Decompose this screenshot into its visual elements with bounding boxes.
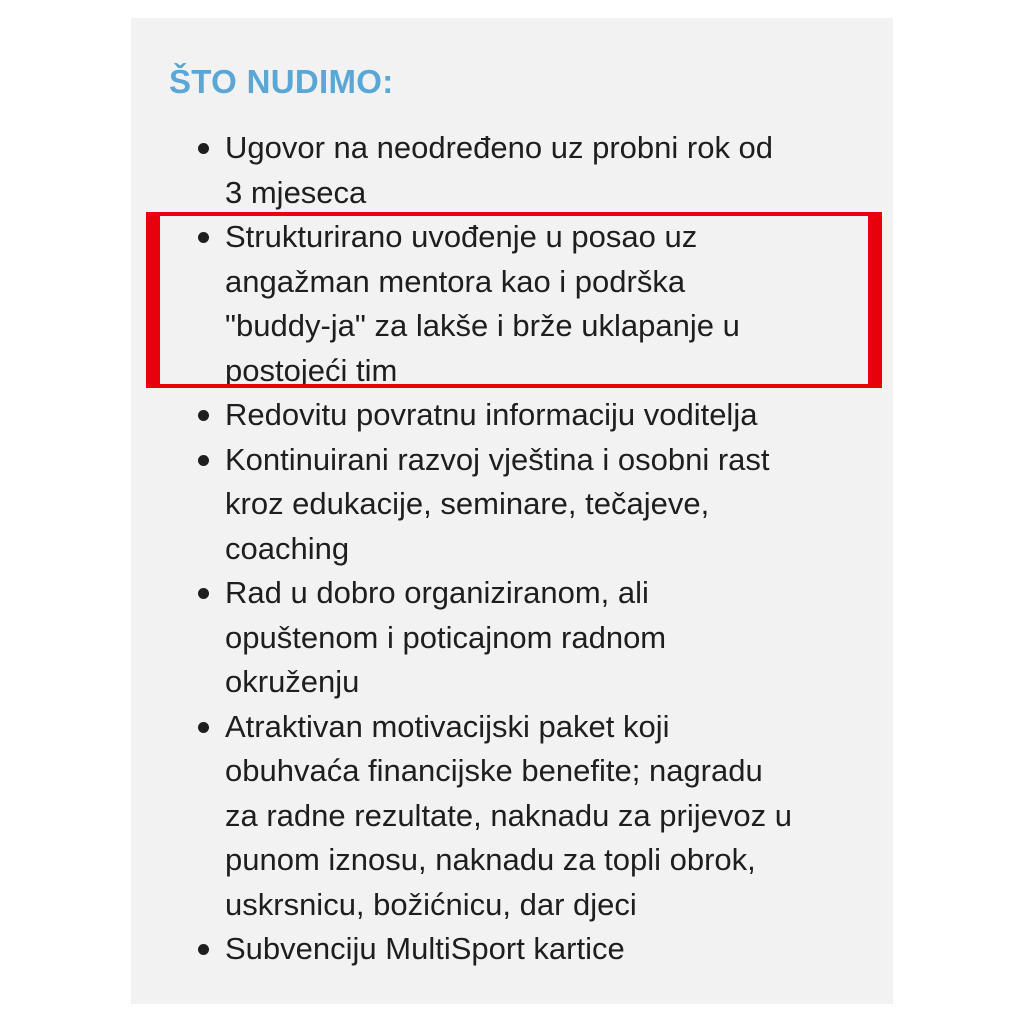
list-item (169, 438, 795, 572)
offer-card (131, 18, 893, 1004)
list-item (169, 927, 795, 972)
list-item (169, 393, 795, 438)
list-item (169, 571, 795, 705)
list-item (169, 126, 795, 215)
bullet-icon (198, 455, 209, 466)
benefits-list (169, 126, 893, 972)
list-item (169, 705, 795, 928)
bullet-icon (198, 232, 209, 243)
bullet-icon (198, 944, 209, 955)
bullet-icon (198, 410, 209, 421)
list-item-text: Redovitu povratnu informaciju voditelja (225, 397, 758, 432)
bullet-icon (198, 588, 209, 599)
list-item-text: Atraktivan motivacijski paket koji obuhvaća financijske benefite; nagradu za radne rezultate, naknadu za prijevoz u punom iznosu, naknadu za topli obrok, uskrsnicu, božićnicu, dar djeci (225, 708, 792, 922)
bullet-icon (198, 143, 209, 154)
list-item-text: Subvenciju MultiSport kartice (225, 931, 625, 966)
list-item-text: Rad u dobro organiziranom, ali opuštenom i poticajnom radnom okruženju (225, 575, 667, 699)
list-item-text: Ugovor na neodređeno uz probni rok od 3 mjeseca (225, 130, 774, 210)
section-heading: ŠTO NUDIMO: (169, 63, 394, 100)
bullet-icon (198, 722, 209, 733)
list-item-text: Strukturirano uvođenje u posao uz angažman mentora kao i podrška "buddy-ja" za lakše i brže uklapanje u postojeći tim (225, 219, 740, 388)
list-item (169, 215, 795, 393)
list-item-text: Kontinuirani razvoj vještina i osobni rast kroz edukacije, seminare, tečajeve, coaching (225, 441, 770, 566)
